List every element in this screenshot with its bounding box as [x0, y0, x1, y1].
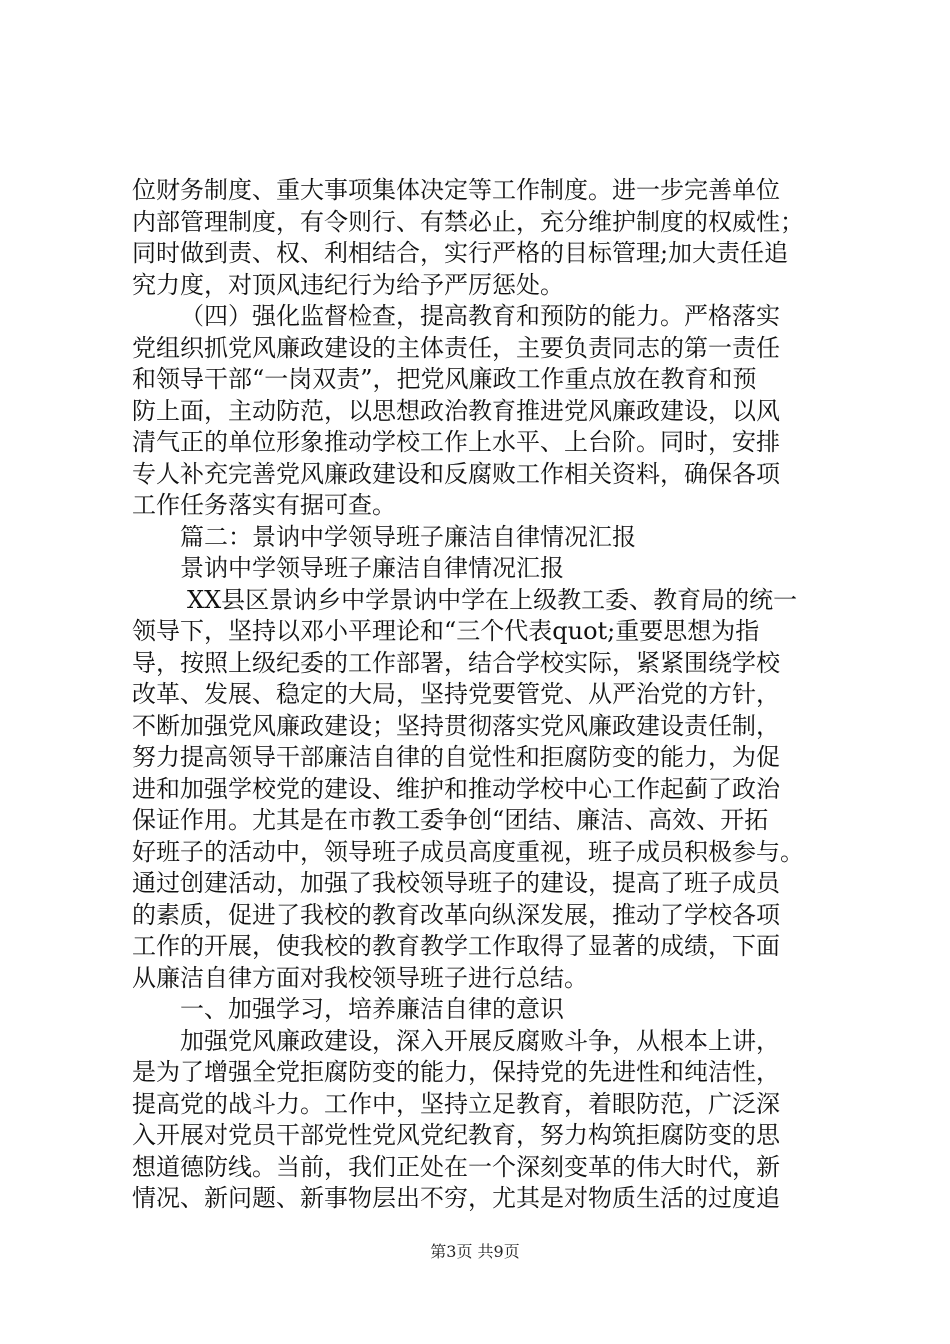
text-line: 从廉洁自律方面对我校领导班子进行总结。 [132, 963, 588, 992]
text-line: 导，按照上级纪委的工作部署，结合学校实际，紧紧围绕学校 [132, 648, 780, 677]
text-line: 提高党的战斗力。工作中，坚持立足教育，着眼防范，广泛深 [132, 1089, 780, 1118]
text-line: 内部管理制度，有令则行、有禁必止，充分维护制度的权威性； [132, 207, 804, 236]
text-line: 好班子的活动中，领导班子成员高度重视，班子成员积极参与。 [132, 837, 804, 866]
subsection-heading: 一、加强学习，培养廉洁自律的意识 [180, 995, 564, 1023]
text-line: 位财务制度、重大事项集体决定等工作制度。进一步完善单位 [132, 176, 780, 204]
text-line: 进和加强学校党的建设、维护和推动学校中心工作起蓟了政治 [132, 774, 780, 803]
text-line: 领导下，坚持以邓小平理论和“三个代表quot;重要思想为指 [132, 617, 760, 645]
paragraph-start-line: 加强党风廉政建设，深入开展反腐败斗争，从根本上讲， [180, 1026, 780, 1055]
text-line: 工作的开展，使我校的教育教学工作取得了显著的成绩，下面 [132, 932, 780, 960]
text-line: 入开展对党员干部党性党风党纪教育，努力构筑拒腐防变的思 [132, 1121, 780, 1149]
text-line: 是为了增强全党拒腐防变的能力，保持党的先进性和纯洁性， [132, 1058, 780, 1086]
document-body [132, 175, 832, 1215]
text-line: 同时做到责、权、利相结合，实行严格的目标管理;加大责任追 [132, 239, 789, 267]
text-line: 通过创建活动，加强了我校领导班子的建设，提高了班子成员 [132, 869, 780, 897]
report-title: 景讷中学领导班子廉洁自律情况汇报 [180, 554, 564, 582]
text-line: 情况、新问题、新事物层出不穷，尤其是对物质生活的过度追 [132, 1184, 780, 1212]
section-heading: 篇二：景讷中学领导班子廉洁自律情况汇报 [180, 522, 636, 551]
text-line: 改革、发展、稳定的大局，坚持党要管党、从严治党的方针， [132, 680, 780, 708]
text-line: 防上面，主动防范，以思想政治教育推进党风廉政建设，以风 [132, 396, 780, 425]
text-line: 专人补充完善党风廉政建设和反腐败工作相关资料，确保各项 [132, 459, 780, 488]
text-line: 究力度，对顶风违纪行为给予严厉惩处。 [132, 270, 564, 299]
page-number-footer: 第3页 共9页 [430, 1242, 520, 1261]
text-line: 努力提高领导干部廉洁自律的自觉性和拒腐防变的能力，为促 [132, 743, 780, 771]
text-line: 不断加强党风廉政建设；坚持贯彻落实党风廉政建设责任制， [132, 711, 780, 740]
text-line: 和领导干部“一岗双责”，把党风廉政工作重点放在教育和预 [132, 365, 757, 393]
text-line: 清气正的单位形象推动学校工作上水平、上台阶。同时，安排 [132, 428, 780, 456]
text-line: 党组织抓党风廉政建设的主体责任，主要负责同志的第一责任 [132, 333, 780, 362]
text-line: 想道德防线。当前，我们正处在一个深刻变革的伟大时代，新 [132, 1152, 780, 1181]
text-line: 工作任务落实有据可查。 [132, 491, 396, 519]
paragraph-start-line: XX县区景讷乡中学景讷中学在上级教工委、教育局的统一 [187, 585, 798, 614]
text-line: 的素质，促进了我校的教育改革向纵深发展，推动了学校各项 [132, 900, 780, 929]
paragraph-start-line: （四）强化监督检查，提高教育和预防的能力。严格落实 [180, 302, 780, 330]
text-line: 保证作用。尤其是在市教工委争创“团结、廉洁、高效、开拓 [132, 806, 769, 834]
